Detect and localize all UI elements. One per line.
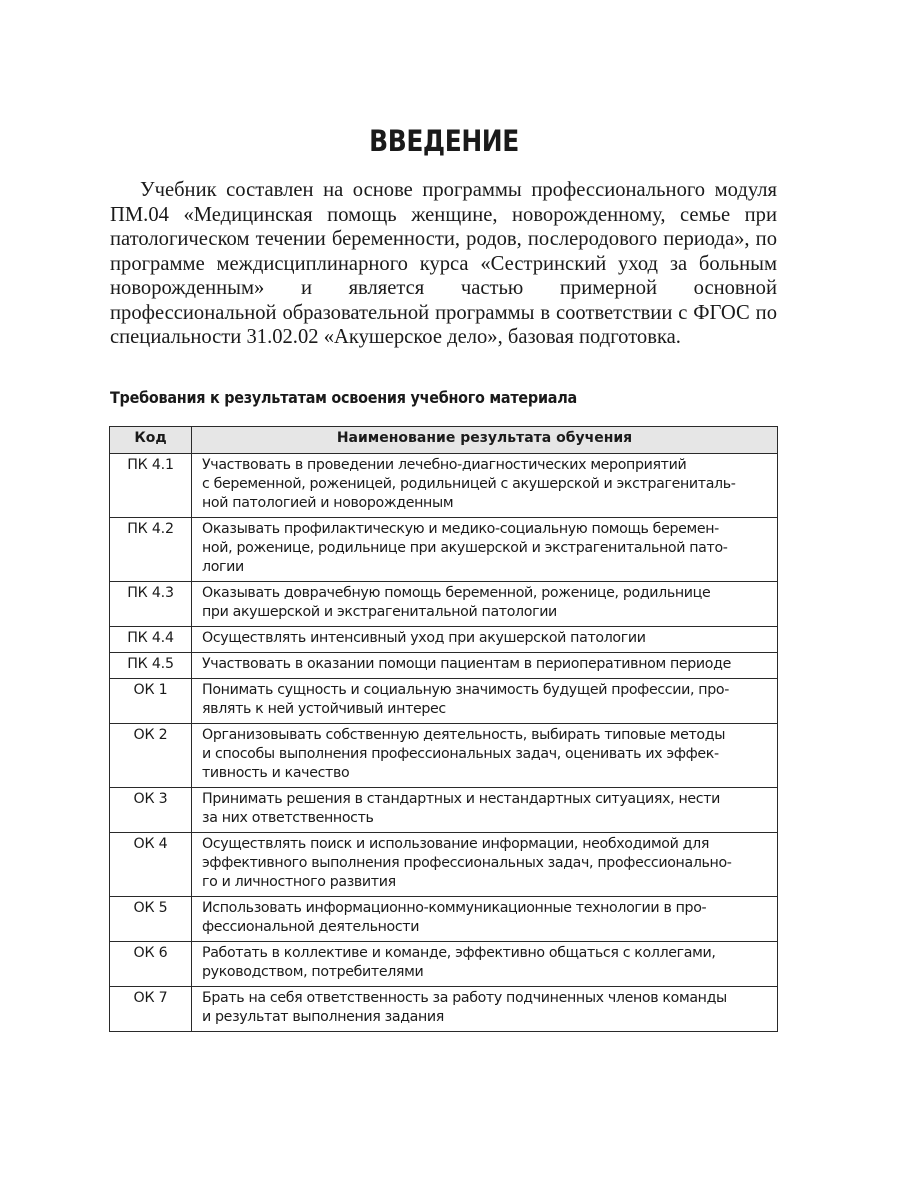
table-row [110,788,778,833]
row-code: ОК 3 [110,788,192,833]
table-row [110,897,778,942]
row-description [192,627,778,653]
table-row [110,942,778,987]
description-line: и результат выполнения задания [202,1009,444,1025]
description-line: эффективного выполнения профессиональных задач, профессионально- [202,855,732,871]
description-line: при акушерской и экстрагенитальной патологии [202,604,557,620]
description-line: тивность и качество [202,765,350,781]
table-row [110,454,778,518]
description-line: Организовывать собственную деятельность, выбирать типовые методы [202,727,726,743]
description-line: Оказывать доврачебную помощь беременной, роженице, родильнице [202,585,711,601]
row-code: ОК 4 [110,833,192,897]
table-row [110,987,778,1032]
description-line: Оказывать профилактическую и медико-социальную помощь беремен- [202,521,719,537]
description-line: Участвовать в проведении лечебно-диагностических мероприятий [202,457,687,473]
row-description [192,724,778,788]
row-description [192,518,778,582]
header-row [110,427,778,454]
row-code: ОК 1 [110,679,192,724]
table-row [110,518,778,582]
table-body [110,454,778,1032]
table-row [110,679,778,724]
row-description [192,897,778,942]
description-line: за них ответственность [202,810,374,826]
description-line: фессиональной деятельности [202,919,420,935]
learning-results-table [109,426,778,1032]
table-row [110,833,778,897]
description-line: Использовать информационно-коммуникационные технологии в про- [202,900,707,916]
description-line: логии [202,559,244,575]
row-code: ПК 4.5 [110,653,192,679]
row-code: ПК 4.1 [110,454,192,518]
row-code: ОК 2 [110,724,192,788]
section-heading: Требования к результатам освоения учебного материала [110,388,577,407]
description-line: с беременной, роженицей, родильницей с акушерской и экстрагениталь- [202,476,736,492]
description-line: ной патологией и новорожденным [202,495,454,511]
description-line: Принимать решения в стандартных и нестандартных ситуациях, нести [202,791,720,807]
row-description [192,653,778,679]
description-line: Работать в коллективе и команде, эффективно общаться с коллегами, [202,945,716,961]
table-row [110,724,778,788]
row-code: ОК 5 [110,897,192,942]
description-line: Участвовать в оказании помощи пациентам в периоперативном периоде [202,656,731,672]
description-line: Осуществлять поиск и использование информации, необходимой для [202,836,710,852]
row-description [192,788,778,833]
row-description [192,454,778,518]
description-line: Осуществлять интенсивный уход при акушерской патологии [202,630,646,646]
table-header [110,427,778,454]
row-description [192,942,778,987]
row-code: ОК 6 [110,942,192,987]
description-line: Брать на себя ответственность за работу подчиненных членов команды [202,990,727,1006]
table-row [110,627,778,653]
intro-paragraph: Учебник составлен на основе программы профессионального модуля ПМ.04 «Медицинская помощь женщине, новорожденному, семье при патологическом течении беременности, родов, послеродового периода», по программе междисциплинарного курса «Сестринский уход за больным новорожденным» и является частью примерной основной профессиональной образовательной программы в соответствии с ФГОС по специальности 31.02.02 «Акушерское дело», базовая подготовка. [110,179,777,348]
description-line: руководством, потребителями [202,964,424,980]
row-code: ПК 4.2 [110,518,192,582]
row-description [192,987,778,1032]
row-description [192,679,778,724]
description-line: ной, роженице, родильнице при акушерской и экстрагенитальной пато- [202,540,728,556]
header-code: Код [110,427,192,454]
row-code: ПК 4.4 [110,627,192,653]
description-line: являть к ней устойчивый интерес [202,701,446,717]
table-row [110,582,778,627]
page-title: ВВЕДЕНИЕ [369,124,519,158]
header-result-name: Наименование результата обучения [192,427,778,454]
row-code: ПК 4.3 [110,582,192,627]
description-line: и способы выполнения профессиональных задач, оценивать их эффек- [202,746,719,762]
description-line: Понимать сущность и социальную значимость будущей профессии, про- [202,682,729,698]
row-description [192,833,778,897]
description-line: го и личностного развития [202,874,396,890]
table-row [110,653,778,679]
row-description [192,582,778,627]
row-code: ОК 7 [110,987,192,1032]
